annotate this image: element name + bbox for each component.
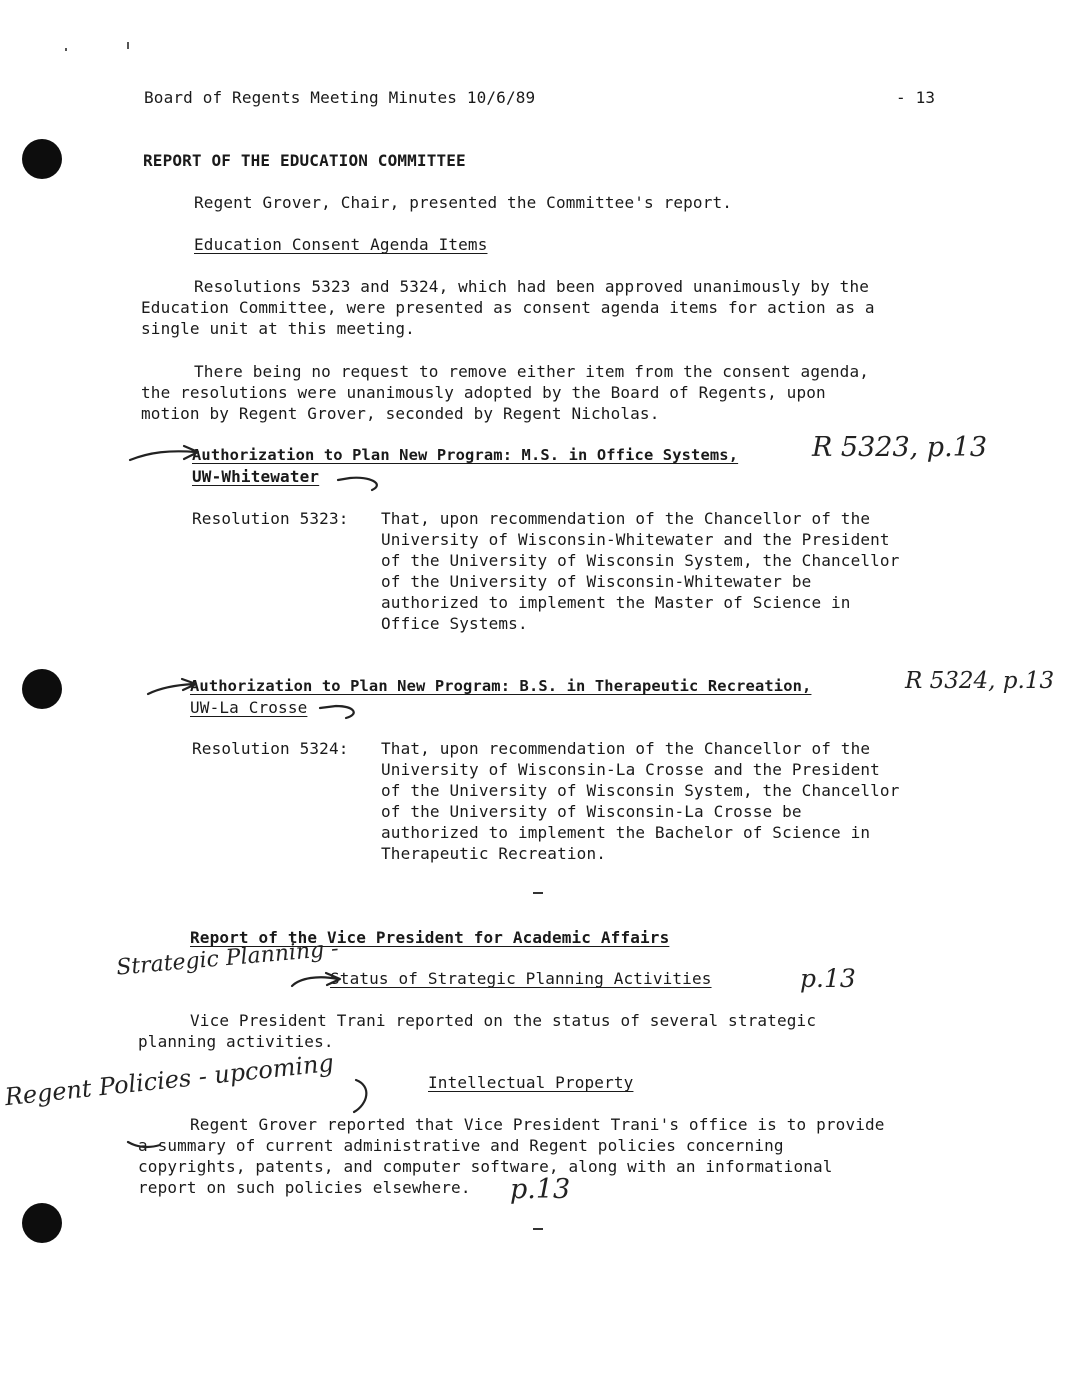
bracket-item1 — [338, 478, 377, 490]
item1-resolution-line4: of the University of Wisconsin-Whitewater be — [381, 572, 812, 591]
consent-para1-line3: single unit at this meeting. — [141, 319, 415, 338]
item1-handwritten-annotation: R 5323, p.13 — [812, 432, 988, 463]
item2-handwritten-annotation: R 5324, p.13 — [905, 668, 1055, 694]
item1-resolution-line3: of the University of Wisconsin System, the Chancellor — [381, 551, 900, 570]
item1-resolution-line2: University of Wisconsin-Whitewater and the President — [381, 530, 890, 549]
item2-resolution-label: Resolution 5324: — [192, 739, 349, 758]
ip-heading: Intellectual Property — [428, 1073, 634, 1092]
item1-resolution-line6: Office Systems. — [381, 614, 528, 633]
item2-resolution-line5: authorized to implement the Bachelor of Science in — [381, 823, 871, 842]
item1-heading-line2: UW-Whitewater — [192, 467, 320, 486]
consent-para2-line1: There being no request to remove either item from the consent agenda, — [194, 362, 870, 381]
ip-para-line2: a summary of current administrative and Regent policies concerning — [138, 1136, 784, 1155]
section-title: REPORT OF THE EDUCATION COMMITTEE — [143, 151, 466, 170]
arrow-strategic — [292, 973, 340, 986]
arrow-item2 — [148, 679, 196, 694]
arrow-item1 — [130, 446, 198, 460]
ip-para-line3: copyrights, patents, and computer software, along with an informational — [138, 1157, 833, 1176]
ip-para-line4: report on such policies elsewhere. — [138, 1178, 471, 1197]
vp-report-heading: Report of the Vice President for Academic Affairs — [190, 928, 670, 947]
item1-resolution-line1: That, upon recommendation of the Chancellor of the — [381, 509, 871, 528]
consent-para2-line3: motion by Regent Grover, seconded by Regent Nicholas. — [141, 404, 660, 423]
bracket-item2 — [320, 706, 354, 718]
consent-para2-line2: the resolutions were unanimously adopted by the Board of Regents, upon — [141, 383, 826, 402]
page-number: - 13 — [896, 88, 936, 107]
vp-para-line1: Vice President Trani reported on the status of several strategic — [190, 1011, 817, 1030]
item2-resolution-line1: That, upon recommendation of the Chancellor of the — [381, 739, 871, 758]
bracket-policies — [354, 1080, 366, 1112]
intro-text: Regent Grover, Chair, presented the Committee's report. — [194, 193, 733, 212]
vp-para-line2: planning activities. — [138, 1032, 334, 1051]
item2-resolution-line3: of the University of Wisconsin System, the Chancellor — [381, 781, 900, 800]
item2-heading-line2: UW-La Crosse — [190, 698, 308, 717]
consent-para1-line2: Education Committee, were presented as consent agenda items for action as a — [141, 298, 875, 317]
item2-resolution-line4: of the University of Wisconsin-La Crosse be — [381, 802, 802, 821]
item2-heading-line1: Authorization to Plan New Program: B.S. in Therapeutic Recreation, — [190, 677, 812, 695]
ip-para-line1: Regent Grover reported that Vice President Trani's office is to provide — [190, 1115, 885, 1134]
item1-heading-line1: Authorization to Plan New Program: M.S. in Office Systems, — [192, 446, 739, 464]
ip-handwritten-annotation-right: p.13 — [510, 1174, 571, 1205]
consent-para1-line1: Resolutions 5323 and 5324, which had been approved unanimously by the — [194, 277, 870, 296]
consent-heading: Education Consent Agenda Items — [194, 235, 488, 254]
vp-handwritten-annotation-left: Strategic Planning - — [115, 936, 340, 981]
item2-resolution-line2: University of Wisconsin-La Crosse and the President — [381, 760, 880, 779]
item2-resolution-line6: Therapeutic Recreation. — [381, 844, 607, 863]
page-header-title: Board of Regents Meeting Minutes 10/6/89 — [144, 88, 536, 107]
item1-resolution-label: Resolution 5323: — [192, 509, 349, 528]
vp-subheading: Status of Strategic Planning Activities — [330, 969, 712, 988]
arrow-summary — [128, 1142, 160, 1147]
vp-handwritten-annotation-right: p.13 — [800, 964, 856, 993]
ip-handwritten-annotation-left: Regent Policies - upcoming — [3, 1048, 336, 1112]
item1-resolution-line5: authorized to implement the Master of Science in — [381, 593, 851, 612]
